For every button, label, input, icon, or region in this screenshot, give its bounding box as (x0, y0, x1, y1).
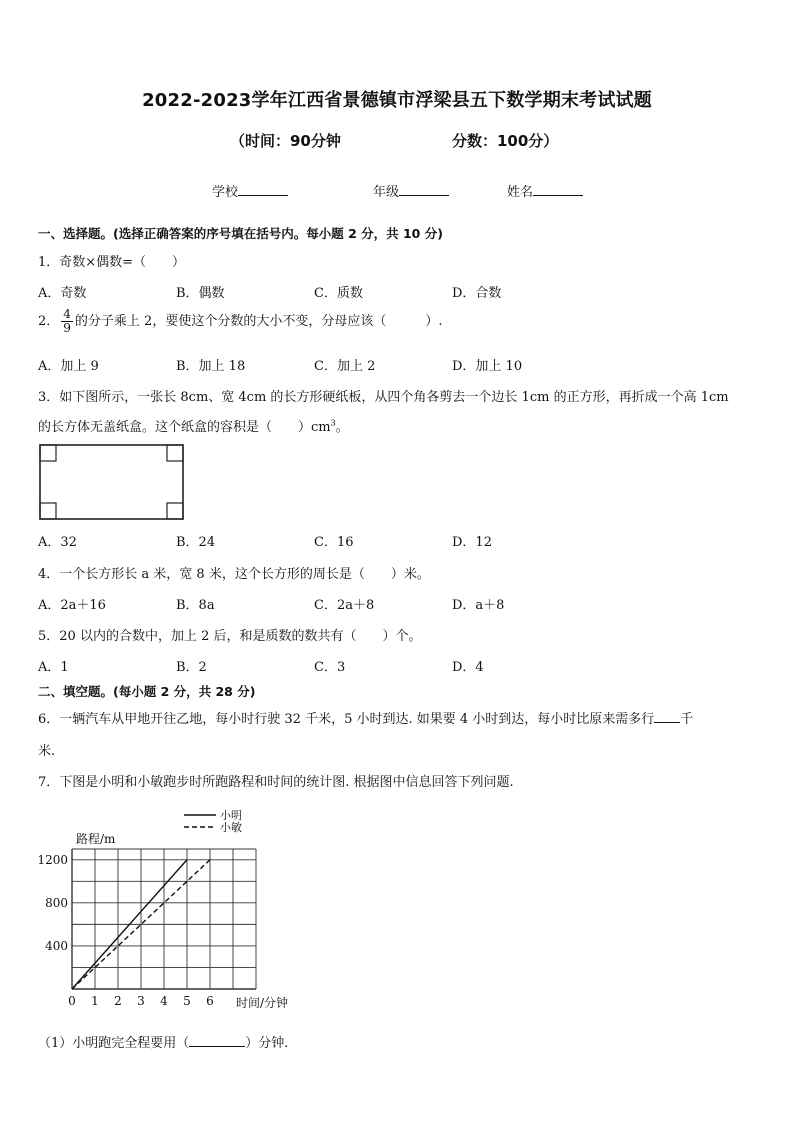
x-axis-label: 时间/分钟 (236, 996, 289, 1010)
section-1-heading: 一、选择题。(选择正确答案的序号填在括号内。每小题 2 分，共 10 分) (38, 226, 443, 241)
grade-field (373, 181, 449, 200)
distance-time-chart (30, 805, 330, 1015)
q5-option-a[interactable]: A．1 (38, 660, 69, 675)
q4-option-a[interactable]: A．2a＋16 (38, 598, 106, 613)
q6-answer-blank[interactable] (654, 709, 680, 723)
q4-option-b[interactable]: B．8a (176, 598, 215, 613)
question-2-stem (38, 308, 442, 335)
corner-square-top-left (40, 445, 56, 461)
x-tick-label: 2 (114, 994, 122, 1008)
q1-option-d[interactable]: D．合数 (452, 286, 502, 301)
q6-stem-text: 6．一辆汽车从甲地开往乙地，每小时行驶 32 千米，5 小时到达. 如果要 4 小时到达，每小时比原来需多行 (38, 712, 655, 727)
x-tick-label: 6 (206, 994, 214, 1008)
q2-fraction-numerator: 4 (63, 307, 71, 321)
q2-option-c[interactable]: C．加上 2 (314, 359, 376, 374)
x-tick-label: 3 (137, 994, 145, 1008)
y-tick-label: 400 (45, 938, 68, 953)
x-tick-label: 5 (183, 994, 191, 1008)
q6-unit: 千 (680, 712, 694, 727)
q2-fraction-denominator: 9 (63, 321, 71, 335)
question-6-line1 (38, 708, 693, 727)
q7-sub1-text: （1）小明跑完全程要用（ (38, 1036, 190, 1051)
section-2-heading: 二、填空题。(每小题 2 分，共 28 分) (38, 684, 256, 699)
corner-square-bottom-right (167, 503, 183, 519)
name-field (507, 181, 583, 200)
corner-square-bottom-left (40, 503, 56, 519)
question-7-sub1 (38, 1032, 288, 1051)
question-5-stem: 5．20 以内的合数中，加上 2 后，和是质数的数共有（ ）个。 (38, 629, 422, 644)
q3-stem-end: 。 (335, 420, 349, 435)
exam-time: （时间：90分钟 (230, 132, 341, 150)
page-title: 2022-2023学年江西省景德镇市浮梁县五下数学期末考试试题 (142, 90, 652, 111)
y-tick-label: 800 (45, 895, 68, 910)
name-blank[interactable] (533, 182, 583, 196)
q3-option-d[interactable]: D．12 (452, 535, 492, 550)
q2-fraction (61, 308, 73, 335)
corner-square-top-right (167, 445, 183, 461)
q3-option-c[interactable]: C．16 (314, 535, 354, 550)
question-1-stem: 1．奇数×偶数=（ ） (38, 255, 186, 270)
x-tick-label: 0 (68, 994, 76, 1008)
q5-option-d[interactable]: D．4 (452, 660, 484, 675)
q5-option-c[interactable]: C．3 (314, 660, 346, 675)
question-6-line2: 米. (38, 744, 56, 759)
legend-label-小敏: 小敏 (220, 821, 242, 834)
q2-option-b[interactable]: B．加上 18 (176, 359, 246, 374)
q3-stem-text: 的长方体无盖纸盒。这个纸盒的容积是（ ）cm (38, 420, 331, 435)
q3-cubic-sup: 3 (330, 418, 336, 428)
q3-option-a[interactable]: A．32 (38, 535, 77, 550)
q2-number: 2． (38, 314, 60, 329)
q4-option-d[interactable]: D．a＋8 (452, 598, 505, 613)
name-label: 姓名 (507, 185, 534, 200)
cardboard-rectangle (40, 445, 183, 519)
cardboard-diagram (38, 443, 188, 521)
legend-label-小明: 小明 (220, 809, 242, 822)
question-3-stem-line2 (38, 416, 349, 435)
q1-option-b[interactable]: B．偶数 (176, 286, 225, 301)
y-tick-label: 1200 (37, 852, 68, 867)
x-tick-label: 4 (160, 994, 168, 1008)
q5-option-b[interactable]: B．2 (176, 660, 207, 675)
school-label: 学校 (212, 185, 239, 200)
school-blank[interactable] (238, 182, 288, 196)
grade-blank[interactable] (399, 182, 449, 196)
grade-label: 年级 (373, 185, 400, 200)
q2-stem-text: 的分子乘上 2，要使这个分数的大小不变，分母应该（ ）. (74, 314, 443, 329)
q7-sub1-blank[interactable] (189, 1033, 245, 1047)
x-tick-label: 1 (91, 994, 99, 1008)
question-7-stem: 7．下图是小明和小敏跑步时所跑路程和时间的统计图. 根据图中信息回答下列问题. (38, 775, 514, 790)
school-field (212, 181, 288, 200)
q1-option-c[interactable]: C．质数 (314, 286, 363, 301)
q7-sub1-end: ）分钟. (245, 1036, 289, 1051)
question-3-stem-line1: 3．如下图所示，一张长 8cm、宽 4cm 的长方形硬纸板，从四个角各剪去一个边长 1cm 的正方形，再折成一个高 1cm (38, 390, 729, 405)
question-4-stem: 4．一个长方形长 a 米，宽 8 米，这个长方形的周长是（ ）米。 (38, 567, 430, 582)
q1-option-a[interactable]: A．奇数 (38, 286, 87, 301)
q2-option-a[interactable]: A．加上 9 (38, 359, 99, 374)
q3-option-b[interactable]: B．24 (176, 535, 216, 550)
y-axis-label: 路程/m (76, 832, 116, 846)
exam-score: 分数：100分） (452, 132, 559, 150)
q2-option-d[interactable]: D．加上 10 (452, 359, 523, 374)
q4-option-c[interactable]: C．2a＋8 (314, 598, 375, 613)
